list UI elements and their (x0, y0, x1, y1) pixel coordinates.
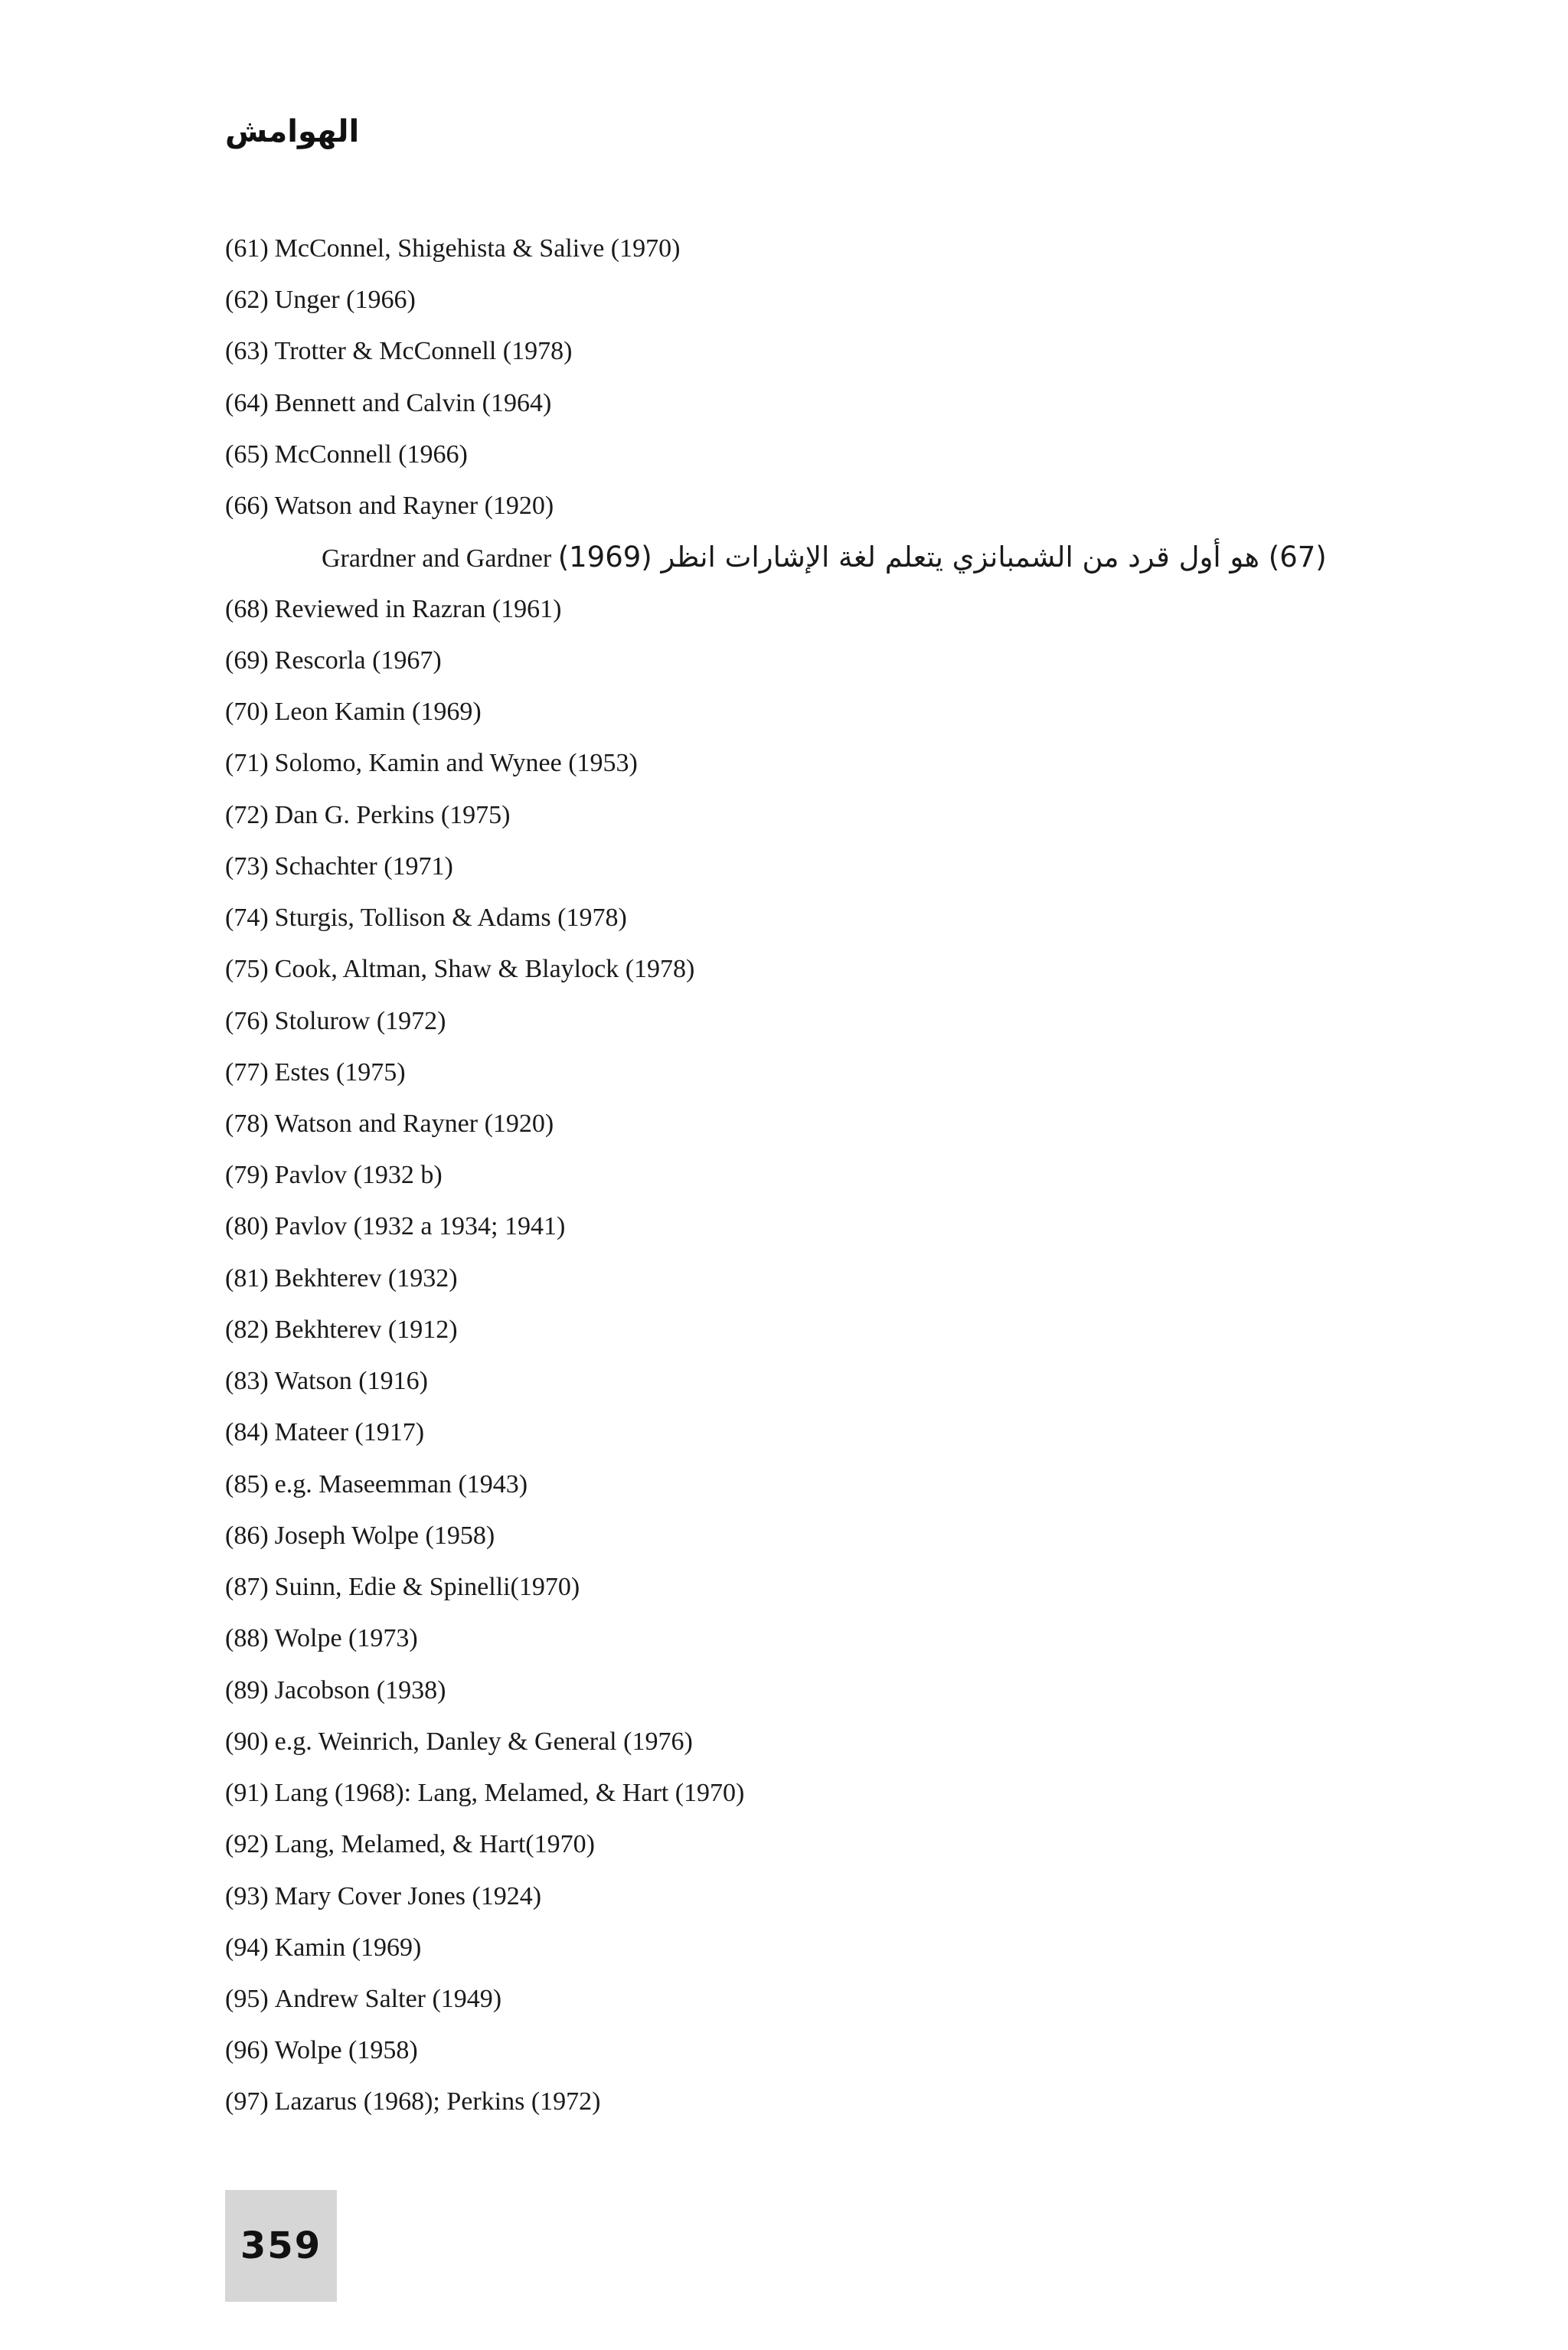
note-number: (67) (1268, 541, 1327, 574)
note-item (225, 485, 1374, 536)
note-item (225, 1309, 1374, 1360)
page-title: الهوامش (225, 114, 360, 149)
note-item (225, 639, 1374, 691)
note-text: Mary Cover Jones (1924) (274, 1881, 542, 1910)
note-item (225, 1360, 1374, 1411)
note-number: (72) (225, 800, 269, 829)
note-text: Lazarus (1968); Perkins (1972) (274, 2087, 601, 2116)
note-text: Andrew Salter (1949) (274, 1984, 502, 2013)
note-item (225, 433, 1374, 485)
note-text-arabic (558, 541, 1327, 574)
note-item (225, 1617, 1374, 1669)
note-item (225, 1927, 1374, 1978)
note-number: (81) (225, 1263, 269, 1293)
note-number: (88) (225, 1624, 269, 1653)
note-text: Pavlov (1932 b) (274, 1161, 443, 1190)
note-number: (66) (225, 492, 269, 521)
note-number: (83) (225, 1367, 269, 1396)
note-number: (96) (225, 2036, 269, 2065)
note-number: (82) (225, 1315, 269, 1344)
note-item (225, 1721, 1374, 1772)
note-item (225, 1205, 1374, 1257)
note-text: Bekhterev (1912) (274, 1315, 458, 1344)
note-number: (63) (225, 337, 269, 366)
note-number: (61) (225, 234, 269, 263)
note-item (225, 1772, 1374, 1823)
note-number: (75) (225, 955, 269, 984)
note-item (225, 227, 1374, 279)
note-item (225, 330, 1374, 381)
page-number-box (225, 2190, 337, 2302)
note-text: Trotter & McConnell (1978) (274, 337, 573, 366)
note-text: Rescorla (1967) (274, 646, 442, 675)
note-number: (86) (225, 1521, 269, 1550)
note-item (225, 794, 1374, 845)
note-text: Bekhterev (1932) (274, 1263, 458, 1293)
note-number: (91) (225, 1779, 269, 1808)
note-item (225, 279, 1374, 330)
note-text-latin: Grardner and Gardner (322, 544, 552, 574)
note-text: Reviewed in Razran (1961) (274, 594, 562, 623)
note-number: (77) (225, 1057, 269, 1087)
note-text: Bennett and Calvin (1964) (274, 388, 552, 417)
note-text: e.g. Maseemman (1943) (274, 1469, 528, 1499)
note-number: (73) (225, 851, 269, 881)
note-number: (95) (225, 1984, 269, 2013)
note-number: (94) (225, 1933, 269, 1962)
note-text: Lang, Melamed, & Hart(1970) (274, 1830, 595, 1859)
note-number: (90) (225, 1727, 269, 1756)
note-item (225, 2029, 1374, 2080)
note-text: Kamin (1969) (274, 1933, 422, 1962)
note-number: (76) (225, 1006, 269, 1035)
note-item (225, 2080, 1374, 2132)
note-number: (97) (225, 2087, 269, 2116)
note-item (225, 1000, 1374, 1051)
note-text: Watson (1916) (274, 1367, 428, 1396)
note-text: Wolpe (1958) (274, 2036, 418, 2065)
note-number: (71) (225, 749, 269, 778)
note-item (225, 742, 1374, 793)
note-item (225, 1154, 1374, 1205)
note-item (225, 1669, 1374, 1721)
note-item (225, 897, 1374, 948)
note-text: Dan G. Perkins (1975) (274, 800, 511, 829)
note-number: (68) (225, 594, 269, 623)
note-text: Schachter (1971) (274, 851, 453, 881)
endnotes-list (225, 227, 1374, 2133)
note-item (225, 1875, 1374, 1927)
note-number: (64) (225, 388, 269, 417)
note-text: Jacobson (1938) (274, 1675, 446, 1704)
note-arabic-body: هو أول قرد من الشمبانزي يتعلم لغة الإشارات انظر (1969) (557, 541, 1259, 574)
note-item (225, 691, 1374, 742)
note-text: Unger (1966) (274, 286, 416, 315)
note-item (225, 1566, 1374, 1617)
note-number: (93) (225, 1881, 269, 1910)
note-item (225, 1463, 1374, 1515)
note-number: (79) (225, 1161, 269, 1190)
note-text: Mateer (1917) (274, 1418, 425, 1447)
note-text: Stolurow (1972) (274, 1006, 446, 1035)
note-text: Sturgis, Tollison & Adams (1978) (274, 904, 627, 933)
note-item (225, 1978, 1374, 2029)
note-text: Watson and Rayner (1920) (274, 492, 554, 521)
note-text: Watson and Rayner (1920) (274, 1109, 554, 1138)
note-text: e.g. Weinrich, Danley & General (1976) (274, 1727, 693, 1756)
note-item (225, 948, 1374, 999)
note-item (225, 1823, 1374, 1874)
note-number: (74) (225, 904, 269, 933)
note-text: Joseph Wolpe (1958) (274, 1521, 495, 1550)
note-text: Leon Kamin (1969) (274, 698, 482, 727)
note-item (225, 1515, 1374, 1566)
note-number: (87) (225, 1573, 269, 1602)
note-text: Lang (1968): Lang, Melamed, & Hart (1970) (274, 1779, 745, 1808)
note-item (225, 1411, 1374, 1463)
note-text: Estes (1975) (274, 1057, 406, 1087)
note-number: (69) (225, 646, 269, 675)
note-text: Solomo, Kamin and Wynee (1953) (274, 749, 638, 778)
note-text: Pavlov (1932 a 1934; 1941) (274, 1212, 566, 1241)
note-item (225, 1051, 1374, 1103)
note-item (225, 1257, 1374, 1309)
note-number: (62) (225, 286, 269, 315)
note-item (225, 588, 1374, 639)
note-item-arabic (225, 536, 1374, 587)
note-number: (70) (225, 698, 269, 727)
note-text: McConnell (1966) (274, 440, 468, 469)
note-number: (92) (225, 1830, 269, 1859)
note-text: Suinn, Edie & Spinelli(1970) (274, 1573, 580, 1602)
note-text: Cook, Altman, Shaw & Blaylock (1978) (274, 955, 695, 984)
note-number: (80) (225, 1212, 269, 1241)
note-item (225, 1103, 1374, 1154)
note-number: (85) (225, 1469, 269, 1499)
note-number: (84) (225, 1418, 269, 1447)
note-item (225, 382, 1374, 433)
note-number: (89) (225, 1675, 269, 1704)
page-number: 359 (240, 2224, 322, 2267)
note-text: Wolpe (1973) (274, 1624, 418, 1653)
note-number: (78) (225, 1109, 269, 1138)
note-item (225, 845, 1374, 897)
note-number: (65) (225, 440, 269, 469)
note-text: McConnel, Shigehista & Salive (1970) (274, 234, 681, 263)
